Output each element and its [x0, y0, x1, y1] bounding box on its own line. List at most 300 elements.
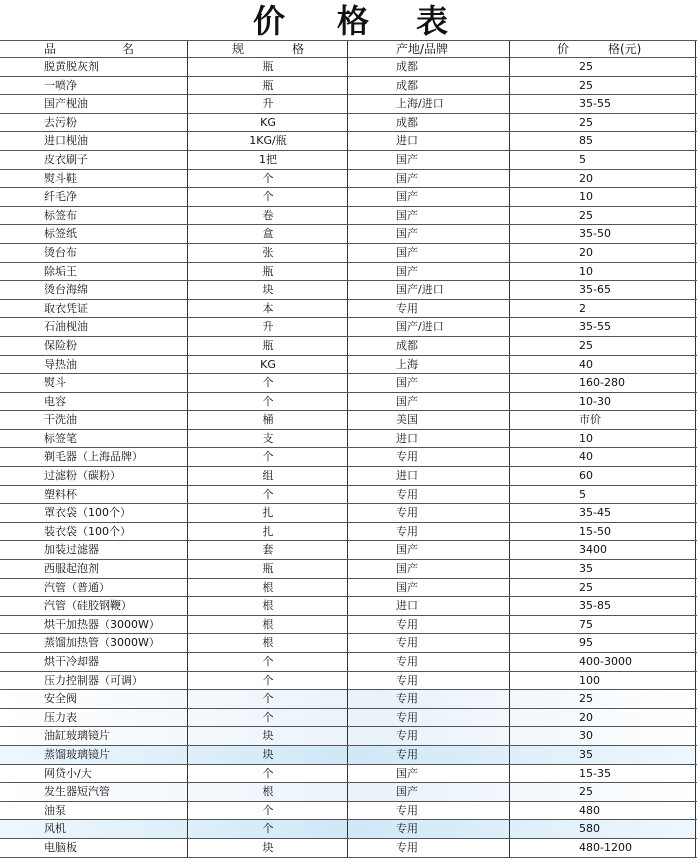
column-divider: [347, 263, 348, 281]
column-divider: [347, 300, 348, 318]
item-price: 85: [579, 134, 593, 148]
table-row: [0, 746, 697, 765]
column-divider: [187, 727, 188, 745]
item-name: 蒸馏玻璃镜片: [44, 747, 110, 761]
item-spec: 套: [262, 543, 274, 557]
item-origin: 专用: [396, 487, 418, 501]
item-price: 35: [579, 747, 593, 761]
column-divider: [695, 77, 696, 95]
column-divider: [509, 77, 510, 95]
item-spec: 块: [262, 840, 274, 854]
table-row: [0, 188, 697, 207]
item-price: 10: [579, 264, 593, 278]
column-divider: [509, 579, 510, 597]
column-divider: [187, 616, 188, 634]
column-divider: [187, 132, 188, 150]
item-price: 100: [579, 673, 600, 687]
item-origin: 国产: [396, 245, 418, 259]
item-price: 10: [579, 431, 593, 445]
item-spec: 本: [262, 301, 274, 315]
item-origin: 国产: [396, 208, 418, 222]
item-spec: 根: [262, 580, 274, 594]
column-divider: [187, 783, 188, 801]
table-row: [0, 356, 697, 375]
column-divider: [347, 281, 348, 299]
column-divider: [695, 746, 696, 764]
item-name: 干洗油: [44, 413, 77, 427]
column-divider: [695, 318, 696, 336]
column-divider: [509, 709, 510, 727]
item-price: 75: [579, 617, 593, 631]
item-origin: 成都: [396, 60, 418, 73]
table-row: [0, 727, 697, 746]
column-divider: [509, 653, 510, 671]
item-name: 蒸馏加热管（3000W）: [44, 636, 160, 650]
column-divider: [187, 95, 188, 113]
item-name: 进口枧油: [44, 134, 88, 148]
item-name: 烘干加热器（3000W）: [44, 617, 160, 631]
header-name: 名: [122, 42, 135, 56]
column-divider: [695, 114, 696, 132]
item-origin: 专用: [396, 729, 418, 743]
item-name: 压力表: [44, 710, 77, 724]
table-row: [0, 802, 697, 821]
column-divider: [187, 802, 188, 820]
item-name: 油泵: [44, 803, 66, 817]
column-divider: [187, 653, 188, 671]
column-divider: [695, 225, 696, 243]
item-spec: 瓶: [262, 78, 274, 92]
item-name: 除垢王: [44, 264, 77, 278]
column-divider: [509, 746, 510, 764]
item-price: 35-85: [579, 599, 611, 613]
item-price: 25: [579, 208, 593, 222]
table-row: [0, 58, 697, 77]
item-price: 40: [579, 357, 593, 371]
column-divider: [347, 634, 348, 652]
item-price: 480: [579, 803, 600, 817]
column-divider: [509, 634, 510, 652]
column-divider: [347, 467, 348, 485]
column-divider: [347, 132, 348, 150]
item-price: 25: [579, 60, 593, 73]
item-price: 40: [579, 450, 593, 464]
column-divider: [695, 839, 696, 857]
item-name: 取衣凭证: [44, 301, 88, 315]
item-spec: 盒: [262, 227, 274, 241]
column-divider: [695, 579, 696, 597]
column-divider: [347, 188, 348, 206]
column-divider: [509, 597, 510, 615]
item-origin: 上海/进口: [396, 97, 444, 111]
item-name: 油缸玻璃镜片: [44, 729, 110, 743]
column-divider: [187, 746, 188, 764]
item-origin: 专用: [396, 617, 418, 631]
table-row: [0, 77, 697, 96]
item-name: 熨斗鞋: [44, 171, 77, 185]
column-divider: [509, 448, 510, 466]
item-spec: 组: [262, 469, 274, 483]
column-divider: [187, 672, 188, 690]
table-row: [0, 523, 697, 542]
item-price: 20: [579, 171, 593, 185]
table-row: [0, 765, 697, 784]
column-divider: [347, 151, 348, 169]
item-origin: 国产: [396, 376, 418, 390]
column-divider: [695, 95, 696, 113]
table-row: [0, 430, 697, 449]
item-price: 25: [579, 692, 593, 706]
item-price: 25: [579, 580, 593, 594]
column-divider: [347, 504, 348, 522]
item-origin: 国产/进口: [396, 283, 444, 297]
column-divider: [509, 727, 510, 745]
column-divider: [509, 281, 510, 299]
item-name: 安全阀: [44, 692, 77, 706]
column-divider: [695, 690, 696, 708]
column-divider: [695, 207, 696, 225]
column-divider: [187, 58, 188, 76]
column-divider: [695, 430, 696, 448]
column-divider: [695, 634, 696, 652]
column-divider: [695, 411, 696, 429]
item-spec: 个: [262, 450, 274, 464]
item-price: 10-30: [579, 394, 611, 408]
column-divider: [347, 411, 348, 429]
table-row: [0, 839, 697, 858]
column-divider: [187, 765, 188, 783]
item-name: 电脑板: [44, 840, 77, 854]
column-divider: [187, 560, 188, 578]
column-divider: [509, 411, 510, 429]
table-row: [0, 560, 697, 579]
column-divider: [509, 393, 510, 411]
item-name: 标签笔: [44, 431, 77, 445]
column-divider: [347, 579, 348, 597]
column-divider: [347, 616, 348, 634]
item-price: 30: [579, 729, 593, 743]
table-row: [0, 225, 697, 244]
item-origin: 国产: [396, 227, 418, 241]
column-divider: [695, 820, 696, 838]
column-divider: [509, 467, 510, 485]
item-spec: KG: [260, 115, 276, 129]
column-divider: [187, 225, 188, 243]
item-origin: 国产: [396, 394, 418, 408]
column-divider: [347, 820, 348, 838]
item-name: 西服起泡剂: [44, 562, 99, 576]
item-spec: 个: [262, 673, 274, 687]
column-divider: [187, 170, 188, 188]
item-price: 2: [579, 301, 586, 315]
item-name: 导热油: [44, 357, 77, 371]
header-name: 品: [44, 42, 57, 56]
item-name: 汽管（普通）: [44, 580, 110, 594]
item-name: 标签布: [44, 208, 77, 222]
item-origin: 成都: [396, 338, 418, 352]
item-price: 15-50: [579, 524, 611, 538]
item-origin: 国产: [396, 766, 418, 780]
column-divider: [187, 430, 188, 448]
item-spec: KG: [260, 357, 276, 371]
column-divider: [509, 690, 510, 708]
item-price: 60: [579, 469, 593, 483]
item-spec: 个: [262, 692, 274, 706]
column-divider: [347, 448, 348, 466]
column-divider: [509, 318, 510, 336]
column-divider: [187, 486, 188, 504]
column-divider: [509, 541, 510, 559]
column-divider: [509, 560, 510, 578]
column-divider: [347, 77, 348, 95]
table-row: [0, 318, 697, 337]
table-row: [0, 393, 697, 412]
column-divider: [347, 244, 348, 262]
item-origin: 国产: [396, 785, 418, 799]
item-price: 10: [579, 190, 593, 204]
column-divider: [695, 58, 696, 76]
item-name: 压力控制器（可调）: [44, 673, 143, 687]
column-divider: [187, 281, 188, 299]
column-divider: [187, 207, 188, 225]
item-spec: 个: [262, 487, 274, 501]
column-divider: [187, 300, 188, 318]
item-origin: 专用: [396, 692, 418, 706]
item-price: 25: [579, 78, 593, 92]
column-divider: [509, 486, 510, 504]
item-name: 罩衣袋（100个）: [44, 506, 131, 520]
item-origin: 国产: [396, 543, 418, 557]
item-origin: 国产: [396, 152, 418, 166]
item-name: 剃毛器（上海品牌）: [44, 450, 143, 464]
table-row: [0, 709, 697, 728]
column-divider: [347, 746, 348, 764]
column-divider: [347, 430, 348, 448]
item-price: 400-3000: [579, 655, 632, 668]
column-divider: [347, 523, 348, 541]
title-char: 价: [253, 2, 286, 40]
item-origin: 国产: [396, 580, 418, 594]
header-origin: 产地/品牌: [396, 42, 449, 56]
table-row: [0, 281, 697, 300]
column-divider: [347, 207, 348, 225]
table-row: [0, 244, 697, 263]
column-divider: [187, 244, 188, 262]
item-origin: 专用: [396, 301, 418, 315]
column-divider: [347, 839, 348, 857]
item-price: 160-280: [579, 376, 625, 390]
column-divider: [187, 579, 188, 597]
header-spec: 规: [232, 42, 245, 56]
item-name: 皮衣刷子: [44, 152, 88, 166]
item-origin: 专用: [396, 655, 418, 668]
item-price: 15-35: [579, 766, 611, 780]
item-spec: 个: [262, 394, 274, 408]
column-divider: [347, 541, 348, 559]
item-origin: 专用: [396, 673, 418, 687]
column-divider: [695, 281, 696, 299]
column-divider: [509, 188, 510, 206]
item-price: 市价: [579, 413, 601, 427]
column-divider: [347, 765, 348, 783]
item-name: 过滤粉（碳粉）: [44, 469, 121, 483]
column-divider: [347, 727, 348, 745]
item-name: 一喷净: [44, 78, 77, 92]
item-origin: 专用: [396, 803, 418, 817]
table-row: [0, 634, 697, 653]
item-spec: 瓶: [262, 264, 274, 278]
column-divider: [695, 151, 696, 169]
table-header-row: [0, 40, 697, 58]
column-divider: [695, 188, 696, 206]
column-divider: [347, 709, 348, 727]
item-origin: 国产/进口: [396, 320, 444, 334]
column-divider: [509, 114, 510, 132]
column-divider: [695, 560, 696, 578]
item-price: 35-55: [579, 97, 611, 111]
item-name: 保险粉: [44, 338, 77, 352]
column-divider: [695, 356, 696, 374]
item-name: 塑料杯: [44, 487, 77, 501]
column-divider: [695, 393, 696, 411]
column-divider: [695, 337, 696, 355]
table-row: [0, 783, 697, 802]
item-spec: 根: [262, 617, 274, 631]
item-price: 3400: [579, 543, 607, 557]
item-name: 网贷小/大: [44, 766, 92, 780]
item-spec: 个: [262, 376, 274, 390]
column-divider: [695, 541, 696, 559]
column-divider: [509, 374, 510, 392]
item-spec: 张: [262, 245, 274, 259]
column-divider: [347, 58, 348, 76]
column-divider: [509, 504, 510, 522]
item-spec: 升: [262, 97, 274, 111]
item-origin: 成都: [396, 78, 418, 92]
column-divider: [509, 170, 510, 188]
table-row: [0, 300, 697, 319]
column-divider: [509, 523, 510, 541]
column-divider: [347, 170, 348, 188]
item-name: 国产枧油: [44, 97, 88, 111]
column-divider: [187, 634, 188, 652]
item-spec: 根: [262, 599, 274, 613]
item-origin: 专用: [396, 450, 418, 464]
item-spec: 个: [262, 710, 274, 724]
item-price: 25: [579, 115, 593, 129]
column-divider: [187, 597, 188, 615]
item-spec: 1KG/瓶: [249, 134, 287, 148]
table-row: [0, 616, 697, 635]
item-origin: 进口: [396, 469, 418, 483]
column-divider: [695, 467, 696, 485]
column-divider: [695, 765, 696, 783]
column-divider: [695, 672, 696, 690]
item-spec: 桶: [262, 413, 274, 427]
column-divider: [509, 820, 510, 838]
table-row: [0, 653, 697, 672]
item-name: 烘干冷却器: [44, 655, 99, 668]
column-divider: [187, 188, 188, 206]
table-row: [0, 486, 697, 505]
item-price: 35-45: [579, 506, 611, 520]
column-divider: [509, 244, 510, 262]
table-row: [0, 690, 697, 709]
item-spec: 个: [262, 190, 274, 204]
column-divider: [187, 318, 188, 336]
item-spec: 根: [262, 636, 274, 650]
item-price: 35-50: [579, 227, 611, 241]
item-origin: 专用: [396, 524, 418, 538]
column-divider: [187, 820, 188, 838]
column-divider: [509, 802, 510, 820]
item-spec: 升: [262, 320, 274, 334]
column-divider: [509, 356, 510, 374]
column-divider: [695, 616, 696, 634]
item-name: 装衣袋（100个）: [44, 524, 131, 538]
column-divider: [187, 523, 188, 541]
column-divider: [509, 765, 510, 783]
column-divider: [187, 709, 188, 727]
item-spec: 根: [262, 785, 274, 799]
item-name: 烫台海绵: [44, 283, 88, 297]
column-divider: [187, 467, 188, 485]
item-name: 电容: [44, 394, 66, 408]
item-spec: 块: [262, 747, 274, 761]
item-name: 发生器短汽管: [44, 785, 110, 799]
table-row: [0, 820, 697, 839]
item-spec: 扎: [262, 524, 274, 538]
column-divider: [187, 411, 188, 429]
column-divider: [347, 356, 348, 374]
item-origin: 成都: [396, 115, 418, 129]
item-price: 580: [579, 822, 600, 836]
column-divider: [695, 244, 696, 262]
item-spec: 卷: [262, 208, 274, 222]
column-divider: [347, 114, 348, 132]
column-divider: [509, 263, 510, 281]
table-row: [0, 672, 697, 691]
column-divider: [695, 374, 696, 392]
item-name: 石油枧油: [44, 320, 88, 334]
column-divider: [509, 430, 510, 448]
item-spec: 扎: [262, 506, 274, 520]
column-divider: [187, 448, 188, 466]
item-spec: 块: [262, 729, 274, 743]
item-name: 加装过滤器: [44, 543, 99, 557]
table-row: [0, 448, 697, 467]
column-divider: [187, 114, 188, 132]
column-divider: [347, 225, 348, 243]
item-origin: 专用: [396, 710, 418, 724]
item-name: 风机: [44, 822, 66, 836]
column-divider: [509, 41, 510, 57]
column-divider: [187, 374, 188, 392]
column-divider: [695, 727, 696, 745]
table-row: [0, 337, 697, 356]
column-divider: [695, 486, 696, 504]
column-divider: [187, 504, 188, 522]
table-row: [0, 597, 697, 616]
column-divider: [347, 690, 348, 708]
table-row: [0, 579, 697, 598]
item-origin: 国产: [396, 190, 418, 204]
column-divider: [509, 616, 510, 634]
table-row: [0, 95, 697, 114]
column-divider: [509, 225, 510, 243]
column-divider: [695, 263, 696, 281]
column-divider: [347, 318, 348, 336]
